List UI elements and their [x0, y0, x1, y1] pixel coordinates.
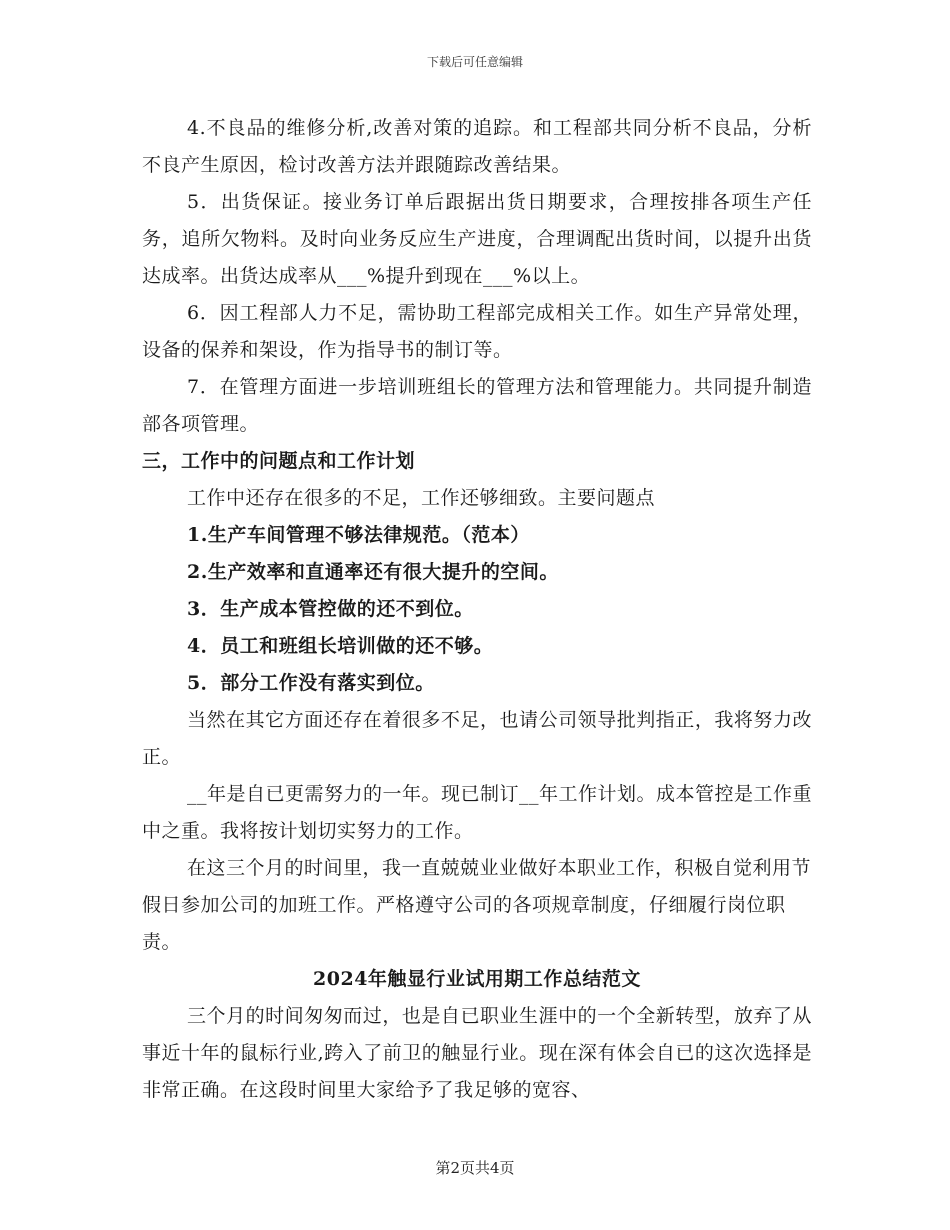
article-title: 2024年触显行业试用期工作总结范文: [313, 968, 641, 990]
article-paragraph-1: 三个月的时间匆匆而过，也是自已职业生涯中的一个全新转型，放弃了从事近十年的鼠标行业,跨入了前卫的触显行业。现在深有体会自已的这次选择是非常正确。在这段时间里大家给予了我足够的宽容、: [142, 1005, 812, 1101]
problem-item-5: 5．部分工作没有落实到位。: [187, 672, 435, 694]
page-header: 下载后可任意编辑: [426, 55, 523, 69]
document-body: [142, 110, 812, 1109]
problem-item-4: 4．员工和班组长培训做的还不够。: [187, 635, 494, 657]
closing-paragraph-2: __年是自已更需努力的一年。现已制订__年工作计划。成本管控是工作重中之重。我将按计划切实努力的工作。: [142, 783, 813, 842]
problem-item-3: 3．生产成本管控做的还不到位。: [187, 598, 474, 620]
paragraph-item-4: 4.不良品的维修分析,改善对策的追踪。和工程部共同分析不良品，分析不良产生原因，检讨改善方法并跟随踪改善结果。: [142, 117, 812, 176]
paragraph-item-5: 5．出货保证。接业务订单后跟据出货日期要求，合理按排各项生产任务，追所欠物料。及时向业务反应生产进度，合理调配出货时间，以提升出货达成率。出货达成率从___%提升到现在___%以上。: [142, 191, 812, 287]
paragraph-item-6: 6．因工程部人力不足，需协助工程部完成相关工作。如生产异常处理，设备的保养和架设，作为指导书的制订等。: [142, 302, 812, 361]
closing-paragraph-1: 当然在其它方面还存在着很多不足，也请公司领导批判指正，我将努力改正。: [142, 709, 812, 768]
section-heading: 三，工作中的问题点和工作计划: [142, 450, 416, 472]
closing-paragraph-3: 在这三个月的时间里，我一直兢兢业业做好本职业工作，积极自觉利用节假日参加公司的加班工作。严格遵守公司的各项规章制度，仔细履行岗位职责。: [142, 857, 812, 953]
page-footer: 第2页共4页: [435, 1159, 515, 1177]
paragraph-item-7: 7．在管理方面进一步培训班组长的管理方法和管理能力。共同提升制造部各项管理。: [142, 376, 812, 435]
problem-item-2: 2.生产效率和直通率还有很大提升的空间。: [187, 561, 559, 583]
problem-item-1: 1.生产车间管理不够法律规范。（范本）: [187, 524, 530, 546]
section-intro: 工作中还存在很多的不足，工作还够细致。主要问题点: [187, 487, 656, 509]
